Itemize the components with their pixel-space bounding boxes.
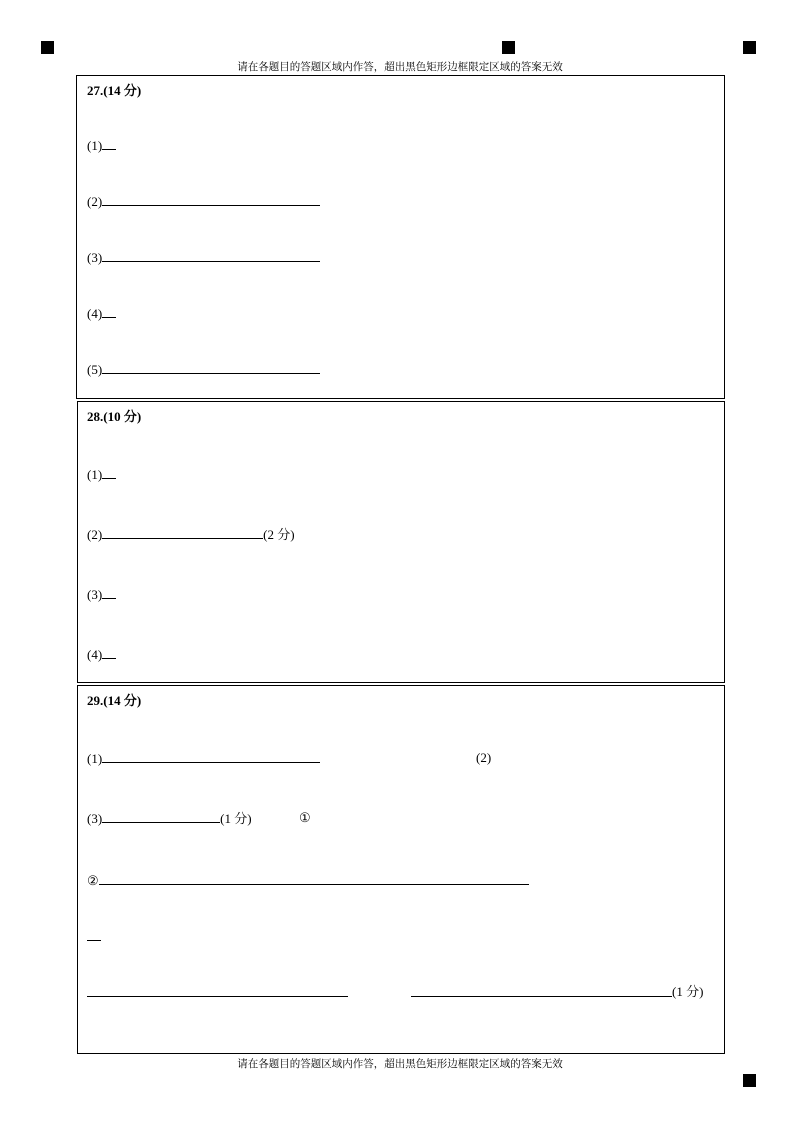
answer-item-q28-4[interactable]: [87, 646, 116, 663]
position-mark-bottom-right: [743, 1074, 756, 1087]
position-mark-top-left: [41, 41, 54, 54]
question-title-q27: 27.(14 分): [87, 83, 142, 98]
answer-item-q28-3[interactable]: [87, 586, 116, 603]
answer-box-q27: [76, 75, 725, 399]
answer-line[interactable]: [102, 249, 320, 262]
answer-item-q27-1[interactable]: [87, 137, 116, 154]
item-label: (3): [87, 587, 103, 602]
answer-item-q29-2[interactable]: [476, 750, 491, 766]
item-label: (3): [87, 250, 103, 265]
answer-line[interactable]: [102, 646, 116, 659]
score-note: (2 分): [263, 527, 295, 542]
item-label: (1): [87, 751, 103, 766]
position-mark-top-center: [502, 41, 515, 54]
answer-area-notice-bottom: 请在各题目的答题区域内作答，超出黑色矩形边框限定区域的答案无效: [237, 1059, 563, 1070]
answer-line[interactable]: [102, 193, 320, 206]
item-label: ①: [299, 810, 311, 825]
answer-line[interactable]: [102, 526, 263, 539]
answer-item-q27-4[interactable]: [87, 305, 116, 322]
answer-box-q29: [77, 685, 725, 1054]
sub-item-circle-1[interactable]: [299, 810, 311, 826]
question-title-q29: 29.(14 分): [87, 693, 142, 708]
item-label: (4): [87, 306, 103, 321]
answer-line-right[interactable]: [411, 996, 672, 997]
answer-item-q29-1[interactable]: [87, 750, 320, 767]
item-label: ②: [87, 873, 99, 888]
answer-item-q28-1[interactable]: [87, 466, 116, 483]
answer-item-q28-2[interactable]: [87, 526, 295, 543]
score-note: (1 分): [220, 811, 252, 826]
answer-item-q27-3[interactable]: [87, 249, 320, 266]
item-label: (5): [87, 362, 103, 377]
answer-area-notice-top: 请在各题目的答题区域内作答，超出黑色矩形边框限定区域的答案无效: [237, 62, 563, 73]
answer-line[interactable]: [102, 305, 116, 318]
answer-item-q29-3[interactable]: [87, 810, 252, 827]
item-label: (2): [476, 750, 492, 765]
item-label: (4): [87, 647, 103, 662]
answer-line-left[interactable]: [87, 996, 348, 997]
item-label: (3): [87, 811, 103, 826]
answer-item-q27-2[interactable]: [87, 193, 320, 210]
answer-line[interactable]: [102, 750, 320, 763]
position-mark-top-right: [743, 41, 756, 54]
question-title-q28: 28.(10 分): [87, 409, 142, 424]
answer-line[interactable]: [102, 586, 116, 599]
item-label: (1): [87, 467, 103, 482]
answer-line[interactable]: [102, 810, 220, 823]
answer-line[interactable]: [99, 872, 529, 885]
answer-line[interactable]: [102, 466, 116, 479]
answer-line-short[interactable]: [87, 940, 101, 941]
sub-item-circle-2[interactable]: [87, 872, 529, 889]
score-note-last: (1 分): [672, 984, 704, 999]
item-label: (2): [87, 194, 103, 209]
answer-line[interactable]: [102, 137, 116, 150]
item-label: (2): [87, 527, 103, 542]
item-label: (1): [87, 138, 103, 153]
answer-item-q27-5[interactable]: [87, 361, 320, 378]
answer-line[interactable]: [102, 361, 320, 374]
